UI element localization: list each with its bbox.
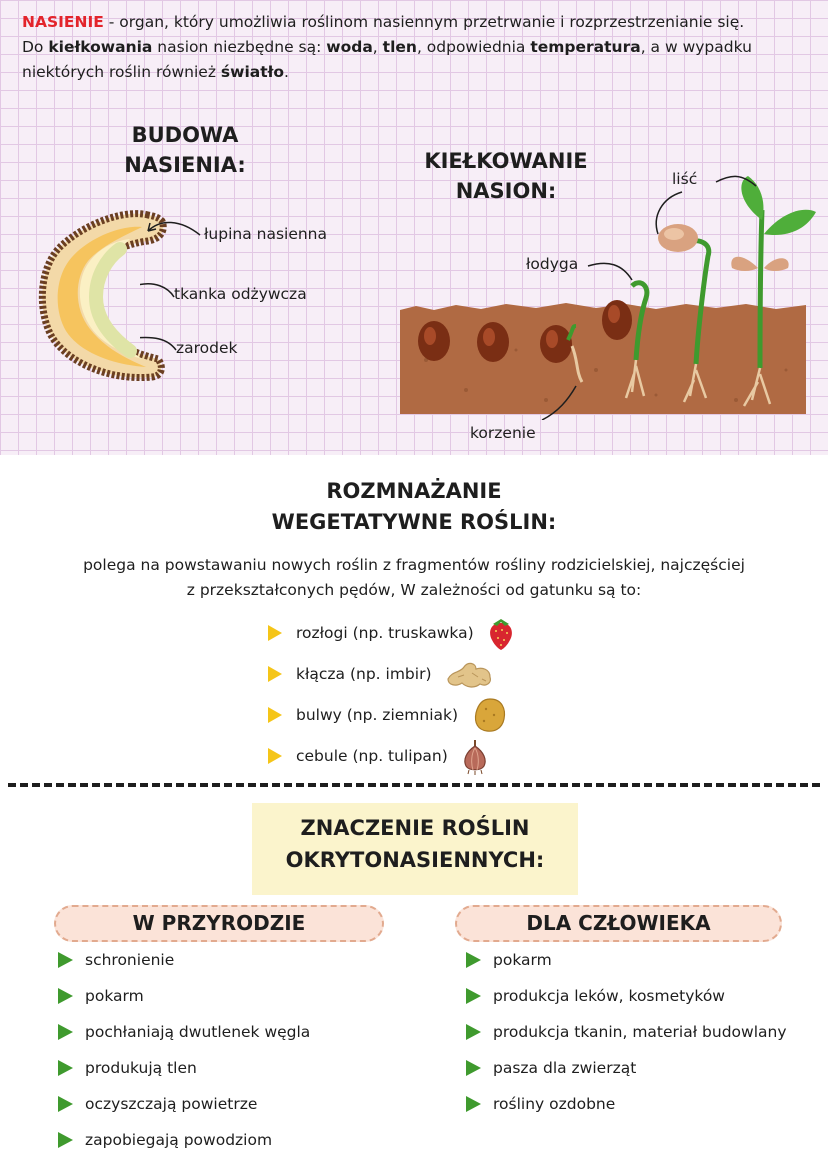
intro-part: Do: [22, 38, 49, 56]
green-arrow-icon: [58, 1060, 73, 1076]
germination-illustration: [396, 160, 816, 420]
vegetative-item-label: bulwy (np. ziemniak): [296, 705, 459, 724]
yellow-arrow-icon: [268, 625, 282, 641]
intro-part: - organ, który umożliwia roślinom nasiennym przetrwanie i rozprzestrzenianie się.: [103, 13, 745, 31]
importance-title-line: ZNACZENIE ROŚLIN: [300, 816, 530, 840]
label-leaf: liść: [672, 170, 698, 188]
list-item: [268, 612, 516, 653]
intro-bold: temperatura: [530, 38, 641, 56]
intro-part: ,: [372, 38, 383, 56]
green-arrow-icon: [58, 1132, 73, 1148]
human-item-label: pokarm: [493, 951, 552, 969]
vegetative-list: [268, 612, 516, 776]
importance-title: [252, 812, 578, 876]
intro-bold: woda: [326, 38, 373, 56]
intro-part: nasion niezbędne są:: [152, 38, 327, 56]
nature-item-label: schronienie: [85, 951, 175, 969]
intro-term: NASIENIE: [22, 13, 104, 31]
nature-item-label: produkują tlen: [85, 1059, 197, 1077]
green-arrow-icon: [466, 1060, 481, 1076]
vegetative-item-label: kłącza (np. imbir): [296, 664, 432, 683]
yellow-arrow-icon: [268, 707, 282, 723]
list-item: [58, 1086, 310, 1122]
human-heading: DLA CZŁOWIEKA: [455, 905, 782, 942]
ginger-icon: [444, 657, 496, 691]
human-item-label: rośliny ozdobne: [493, 1095, 616, 1113]
list-item: [466, 1014, 787, 1050]
nature-item-label: zapobiegają powodziom: [85, 1131, 273, 1149]
potato-icon: [470, 697, 510, 733]
seed-title-line: BUDOWA: [131, 123, 239, 147]
intro-part: , a w wypadku niektórych roślin również: [22, 38, 752, 81]
vegetative-description: [30, 553, 798, 603]
green-arrow-icon: [466, 952, 481, 968]
list-item: [466, 942, 787, 978]
human-list: [466, 942, 787, 1122]
nature-item-label: oczyszczają powietrze: [85, 1095, 258, 1113]
list-item: [466, 978, 787, 1014]
list-item: [466, 1086, 787, 1122]
green-arrow-icon: [58, 952, 73, 968]
bulb-icon: [460, 736, 490, 776]
yellow-arrow-icon: [268, 748, 282, 764]
list-item: [466, 1050, 787, 1086]
vegetative-desc-line: polega na powstawaniu nowych roślin z fragmentów rośliny rodzicielskiej, najczęściej: [83, 556, 745, 574]
intro-bold: kiełkowania: [48, 38, 153, 56]
intro-part: , odpowiednia: [416, 38, 531, 56]
yellow-arrow-icon: [268, 666, 282, 682]
intro-text: [22, 10, 812, 85]
germination-title-line: KIEŁKOWANIE: [424, 149, 588, 173]
list-item: [268, 653, 516, 694]
intro-part: .: [284, 63, 289, 81]
vegetative-desc-line: z przekształconych pędów, W zależności od gatunku są to:: [186, 581, 642, 599]
human-item-label: produkcja tkanin, materiał budowlany: [493, 1023, 787, 1041]
vegetative-title-line: ROZMNAŻANIE: [326, 479, 502, 503]
germination-title-line: NASION:: [455, 179, 557, 203]
intro-bold: światło: [220, 63, 285, 81]
list-item: [268, 694, 516, 735]
human-item-label: produkcja leków, kosmetyków: [493, 987, 725, 1005]
label-nutritive-tissue: tkanka odżywcza: [174, 285, 307, 303]
label-stem: łodyga: [526, 255, 579, 273]
nature-list: [58, 942, 310, 1158]
label-seed-coat: łupina nasienna: [204, 225, 328, 243]
green-arrow-icon: [466, 1024, 481, 1040]
vegetative-item-label: cebule (np. tulipan): [296, 746, 448, 765]
green-arrow-icon: [58, 1024, 73, 1040]
list-item: [58, 942, 310, 978]
nature-heading: W PRZYRODZIE: [54, 905, 384, 942]
green-arrow-icon: [58, 988, 73, 1004]
nature-item-label: pokarm: [85, 987, 144, 1005]
section-divider: [8, 783, 820, 787]
list-item: [58, 978, 310, 1014]
label-embryo: zarodek: [176, 339, 238, 357]
label-roots: korzenie: [470, 424, 536, 442]
seed-structure-title: [95, 120, 275, 180]
list-item: [58, 1014, 310, 1050]
green-arrow-icon: [466, 988, 481, 1004]
vegetative-title-line: WEGETATYWNE ROŚLIN:: [271, 510, 557, 534]
strawberry-icon: [486, 615, 516, 651]
vegetative-title: [0, 476, 828, 538]
nature-item-label: pochłaniają dwutlenek węgla: [85, 1023, 311, 1041]
green-arrow-icon: [466, 1096, 481, 1112]
list-item: [58, 1050, 310, 1086]
human-item-label: pasza dla zwierząt: [493, 1059, 637, 1077]
seed-title-line: NASIENIA:: [124, 153, 246, 177]
list-item: [58, 1122, 310, 1158]
intro-bold: tlen: [382, 38, 417, 56]
vegetative-item-label: rozłogi (np. truskawka): [296, 623, 474, 642]
green-arrow-icon: [58, 1096, 73, 1112]
importance-title-line: OKRYTONASIENNYCH:: [285, 848, 545, 872]
list-item: [268, 735, 516, 776]
